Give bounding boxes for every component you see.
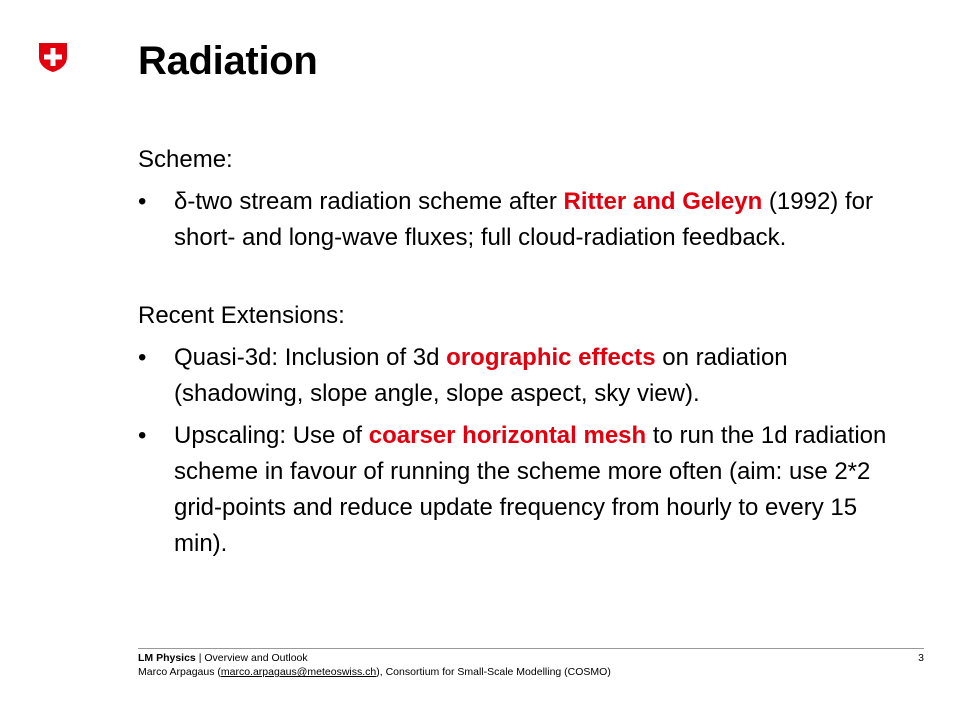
extensions-bullet-1	[138, 340, 908, 412]
footer-line-2	[138, 665, 924, 679]
bullet-marker: •	[138, 422, 147, 449]
slide-title: Radiation	[138, 39, 318, 83]
bullet-text: (1992) for short- and long-wave fluxes; full cloud-radiation feedback.	[174, 188, 873, 251]
footer-author: Marco Arpagaus (	[138, 666, 221, 678]
scheme-bullet-1	[138, 184, 908, 256]
bullet-text: δ-two stream radiation scheme after	[174, 188, 564, 215]
bullet-marker: •	[138, 188, 147, 215]
slide-body	[138, 142, 908, 568]
footer-topic: LM Physics	[138, 652, 196, 664]
highlight-ritter-geleyn: Ritter and Geleyn	[563, 188, 763, 215]
footer-subtitle: | Overview and Outlook	[195, 652, 308, 664]
bullet-text: Upscaling: Use of	[174, 422, 369, 449]
bullet-text: on radiation (shadowing, slope angle, slope aspect, sky view).	[174, 344, 788, 407]
bullet-text: to run the 1d radiation scheme in favour of running the scheme more often (aim: use 2*2 grid-points and reduce update frequency from hourly to every 15 min).	[174, 422, 887, 557]
scheme-heading: Scheme:	[138, 146, 233, 173]
bullet-text: Quasi-3d: Inclusion of 3d	[174, 344, 447, 371]
extensions-bullet-2	[138, 418, 908, 562]
highlight-orographic-effects: orographic effects	[446, 344, 656, 371]
extensions-heading: Recent Extensions:	[138, 302, 345, 329]
slide-footer	[138, 651, 924, 679]
highlight-coarser-mesh: coarser horizontal mesh	[368, 422, 647, 449]
bullet-marker: •	[138, 344, 147, 371]
swiss-cross-icon	[37, 41, 69, 73]
page-number: 3	[918, 652, 924, 664]
footer-divider	[138, 648, 924, 649]
author-email-link[interactable]: marco.arpagaus@meteoswiss.ch	[220, 666, 377, 678]
footer-affiliation: ), Consortium for Small-Scale Modelling (COSMO)	[376, 666, 611, 678]
footer-line-1	[138, 651, 924, 665]
